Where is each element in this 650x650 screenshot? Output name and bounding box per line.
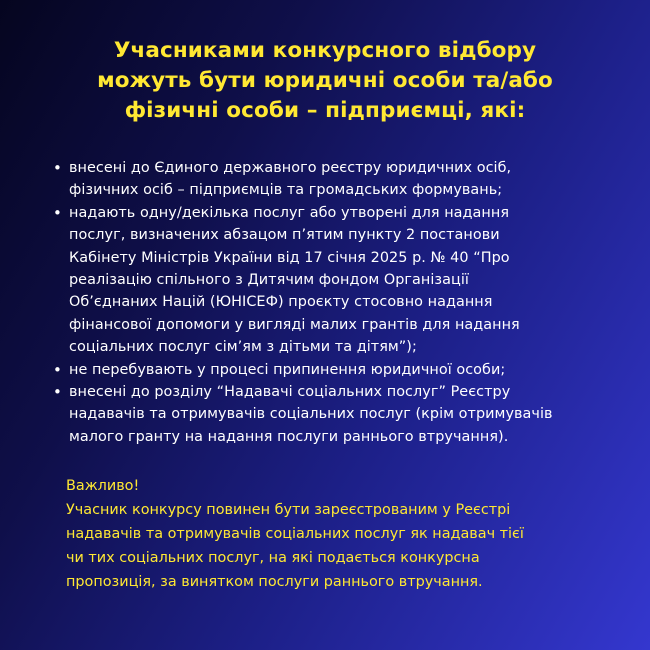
important-line: чи тих соціальних послуг, на які подається конкурсна (66, 550, 480, 566)
bullet-icon: • (53, 383, 62, 402)
title-line: фізичні особи – підприємці, які: (124, 98, 526, 123)
important-heading: Важливо! (66, 478, 140, 494)
requirement-line: фізичних осіб – підприємців та громадських формувань; (69, 182, 503, 199)
requirement-item (52, 202, 632, 359)
title-line: Учасниками конкурсного відбору (113, 38, 537, 63)
bullet-icon: • (53, 203, 62, 222)
requirement-item (52, 381, 632, 448)
requirement-line: соціальних послуг сім’ям з дітьми та дітям”); (69, 339, 417, 356)
requirement-item (52, 359, 632, 381)
requirements-list (52, 157, 632, 448)
requirement-line: фінансової допомоги у вигляді малих грантів для надання (69, 316, 520, 333)
requirement-line: надавачів та отримувачів соціальних послуг (крім отримувачів (69, 406, 553, 423)
requirement-line: не перебувають у процесі припинення юридичної особи; (69, 361, 506, 378)
important-line: надавачів та отримувачів соціальних послуг як надавач тієї (66, 526, 524, 542)
bullet-icon: • (53, 360, 62, 379)
important-line: пропозиція, за винятком послуги раннього втручання. (66, 574, 483, 590)
requirement-line: надають одну/декілька послуг або утворені для надання (69, 204, 510, 221)
requirement-line: внесені до Єдиного державного реєстру юридичних осіб, (69, 160, 512, 176)
requirement-line: Об’єднаних Націй (ЮНІСЕФ) проєкту стосовно надання (69, 294, 493, 311)
important-line: Учасник конкурсу повинен бути зареєстрованим у Реєстрі (66, 502, 511, 518)
title-line: можуть бути юридичні особи та/або (97, 68, 553, 93)
requirement-item (52, 157, 632, 202)
requirement-line: реалізацію спільного з Дитячим фондом Організації (69, 272, 469, 289)
bullet-icon: • (53, 159, 62, 177)
slide-title (30, 36, 620, 126)
requirement-line: Кабінету Міністрів України від 17 січня 2025 р. № 40 “Про (69, 249, 510, 266)
requirement-line: внесені до розділу “Надавачі соціальних послуг” Реєстру (69, 384, 511, 401)
requirement-line: послуг, визначених абзацом п’ятим пункту 2 постанови (69, 227, 500, 244)
requirement-line: малого гранту на надання послуги раннього втручання). (69, 428, 509, 445)
important-note (66, 474, 632, 594)
